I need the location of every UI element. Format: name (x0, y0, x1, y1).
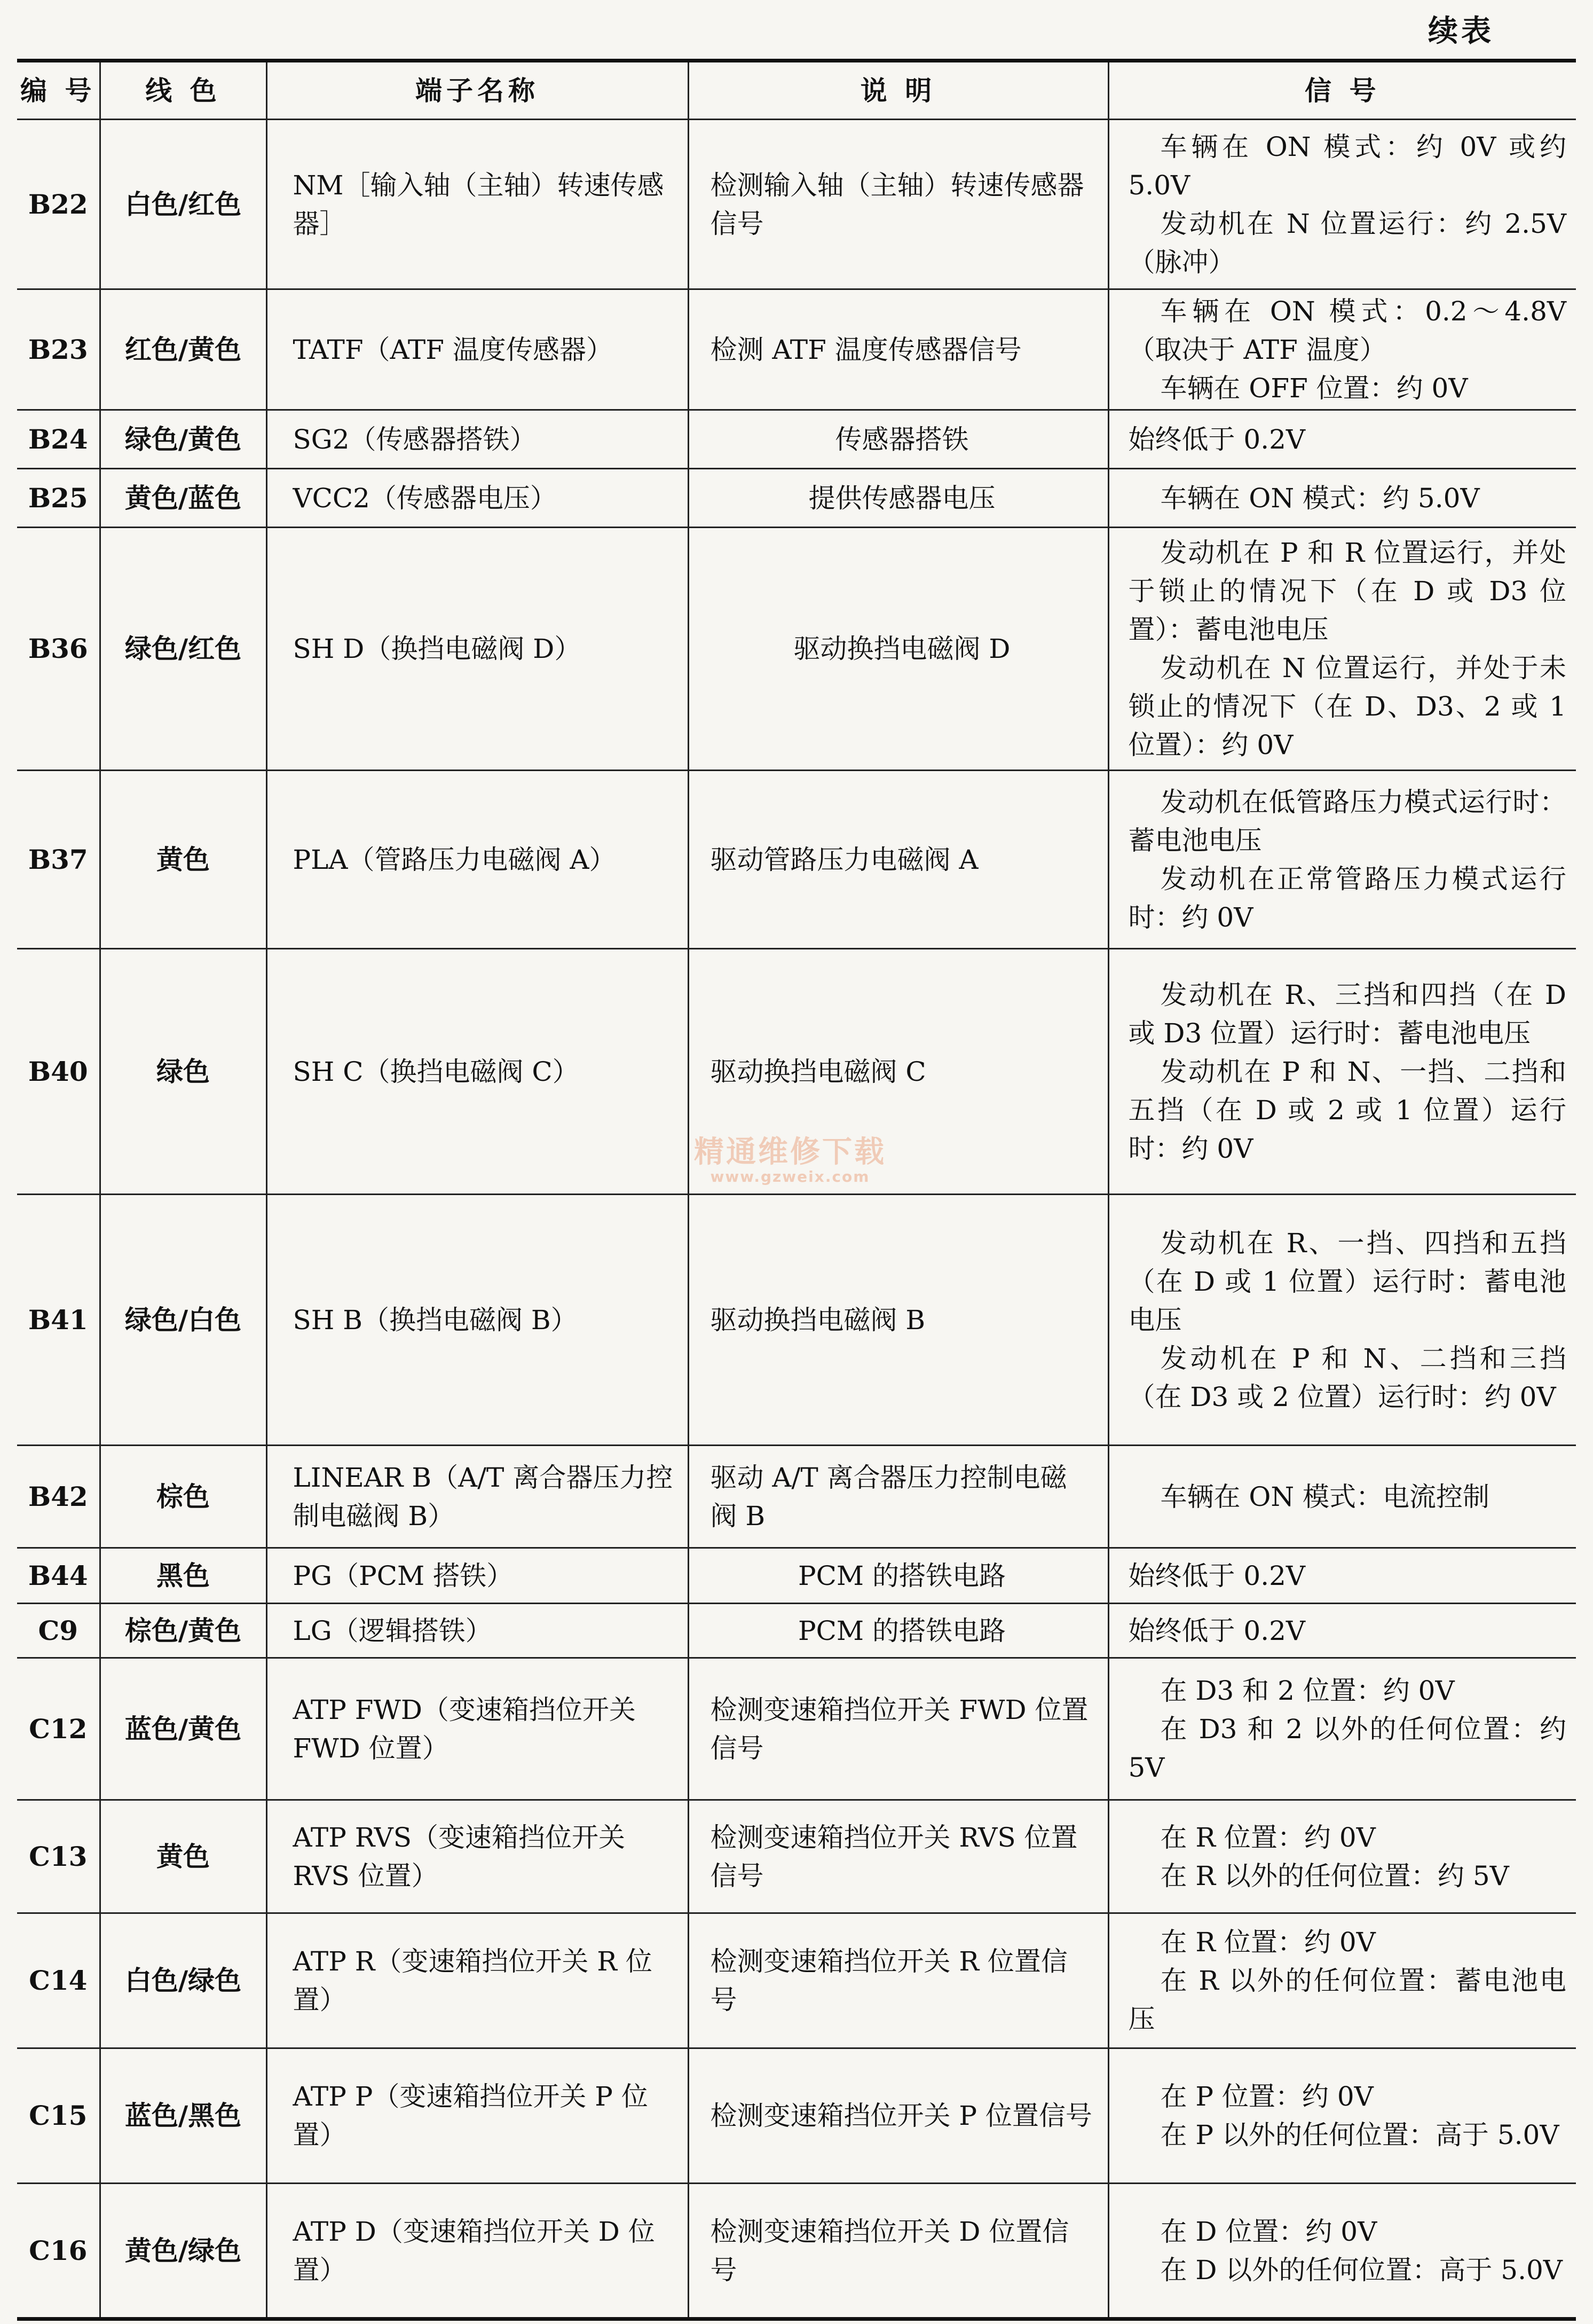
wire-color: 黄色 (100, 1800, 266, 1913)
signal-cell (1108, 1446, 1576, 1548)
signal-line: 车辆在 ON 模式：电流控制 (1160, 1481, 1490, 1512)
terminal-name: ATP RVS（变速箱挡位开关 RVS 位置） (266, 1800, 688, 1913)
table-row (17, 2048, 1576, 2184)
table-row (17, 1658, 1576, 1800)
terminal-name: SH C（换挡电磁阀 C） (266, 949, 688, 1195)
signal-line: 发动机在 N 位置运行，并处于未锁止的情况下（在 D、D3、2 或 1 位置）：约 0V (1128, 653, 1566, 760)
terminal-name: LINEAR B（A/T 离合器压力控制电磁阀 B） (266, 1446, 688, 1548)
terminal-name: ATP FWD（变速箱挡位开关 FWD 位置） (266, 1658, 688, 1800)
terminal-number: C12 (17, 1658, 100, 1800)
terminal-description: 检测变速箱挡位开关 RVS 位置信号 (688, 1800, 1108, 1913)
signal-line: 在 D 位置：约 0V (1160, 2216, 1377, 2247)
signal-line: 发动机在 R、三挡和四挡（在 D 或 D3 位置）运行时：蓄电池电压 (1128, 979, 1566, 1049)
wire-color: 白色/红色 (100, 120, 266, 289)
terminal-number: C16 (17, 2184, 100, 2319)
wire-color: 黄色 (100, 771, 266, 949)
watermark (694, 1137, 886, 1184)
terminal-name: ATP D（变速箱挡位开关 D 位置） (266, 2184, 688, 2319)
continued-label: 续表 (1428, 13, 1494, 49)
terminal-description: 驱动换挡电磁阀 C (688, 949, 1108, 1195)
table-row (17, 289, 1576, 410)
signal-cell (1108, 1658, 1576, 1800)
watermark-text: 精通维修下载 (694, 1135, 886, 1169)
terminal-name: ATP R（变速箱挡位开关 R 位置） (266, 1913, 688, 2048)
signal-line: 始终低于 0.2V (1128, 423, 1306, 455)
terminal-number: B40 (17, 949, 100, 1195)
signal-cell (1108, 1195, 1576, 1446)
table-row (17, 771, 1576, 949)
wire-color: 绿色/白色 (100, 1195, 266, 1446)
wire-color: 蓝色/黄色 (100, 1658, 266, 1800)
header-row (17, 61, 1576, 120)
terminal-number: B25 (17, 469, 100, 528)
signal-line: 发动机在低管路压力模式运行时：蓄电池电压 (1128, 786, 1566, 856)
header-signal: 信 号 (1108, 61, 1576, 120)
signal-cell (1108, 120, 1576, 289)
terminal-description: 驱动换挡电磁阀 B (688, 1195, 1108, 1446)
terminal-description: 提供传感器电压 (688, 469, 1108, 528)
signal-line: 发动机在 P 和 N、一挡、二挡和五挡（在 D 或 2 或 1 位置）运行时：约 0V (1128, 1056, 1566, 1164)
terminal-description: PCM 的搭铁电路 (688, 1548, 1108, 1604)
terminal-description: 检测输入轴（主轴）转速传感器信号 (688, 120, 1108, 289)
signal-cell (1108, 289, 1576, 410)
terminal-number: B41 (17, 1195, 100, 1446)
table-row (17, 528, 1576, 771)
signal-cell (1108, 771, 1576, 949)
terminal-table (17, 59, 1576, 2321)
terminal-description: 驱动换挡电磁阀 D (688, 528, 1108, 771)
header-no: 编 号 (17, 61, 100, 120)
terminal-description: 传感器搭铁 (688, 410, 1108, 469)
signal-line: 车辆在 ON 模式：0.2～4.8V（取决于 ATF 温度） (1128, 295, 1566, 365)
terminal-number: B36 (17, 528, 100, 771)
table-row (17, 120, 1576, 289)
table-row (17, 1446, 1576, 1548)
table-row (17, 1548, 1576, 1604)
signal-cell (1108, 949, 1576, 1195)
terminal-name: SH D（换挡电磁阀 D） (266, 528, 688, 771)
terminal-number: B42 (17, 1446, 100, 1548)
signal-cell (1108, 1548, 1576, 1604)
terminal-description: 驱动 A/T 离合器压力控制电磁阀 B (688, 1446, 1108, 1548)
terminal-description: 检测变速箱挡位开关 R 位置信号 (688, 1913, 1108, 2048)
table-header (17, 61, 1576, 120)
signal-cell (1108, 469, 1576, 528)
terminal-number: B24 (17, 410, 100, 469)
terminal-number: B37 (17, 771, 100, 949)
signal-line: 车辆在 OFF 位置：约 0V (1160, 372, 1468, 404)
table-row (17, 1800, 1576, 1913)
signal-line: 发动机在 R、一挡、四挡和五挡（在 D 或 1 位置）运行时：蓄电池电压 (1128, 1227, 1566, 1336)
signal-line: 车辆在 ON 模式：约 5.0V (1160, 482, 1480, 514)
signal-line: 在 D 以外的任何位置：高于 5.0V (1160, 2254, 1563, 2286)
signal-line: 始终低于 0.2V (1128, 1615, 1306, 1646)
header-name: 端子名称 (266, 61, 688, 120)
watermark-url: www.gzweix.com (710, 1168, 870, 1185)
terminal-number: C15 (17, 2048, 100, 2184)
terminal-name: ATP P（变速箱挡位开关 P 位置） (266, 2048, 688, 2184)
signal-line: 发动机在正常管路压力模式运行时：约 0V (1128, 863, 1566, 933)
signal-line: 在 R 以外的任何位置：约 5V (1160, 1860, 1509, 1891)
signal-line: 在 R 以外的任何位置：蓄电池电压 (1128, 1965, 1566, 2035)
terminal-name: VCC2（传感器电压） (266, 469, 688, 528)
terminal-name: SH B（换挡电磁阀 B） (266, 1195, 688, 1446)
terminal-description: 检测变速箱挡位开关 FWD 位置信号 (688, 1658, 1108, 1800)
signal-line: 发动机在 P 和 N、二挡和三挡（在 D3 或 2 位置）运行时：约 0V (1128, 1342, 1566, 1412)
terminal-number: C13 (17, 1800, 100, 1913)
terminal-name: PLA（管路压力电磁阀 A） (266, 771, 688, 949)
wire-color: 棕色/黄色 (100, 1604, 266, 1658)
terminal-description: 驱动管路压力电磁阀 A (688, 771, 1108, 949)
terminal-name: NM［输入轴（主轴）转速传感器］ (266, 120, 688, 289)
terminal-number: C14 (17, 1913, 100, 2048)
terminal-description: 检测 ATF 温度传感器信号 (688, 289, 1108, 410)
terminal-description: 检测变速箱挡位开关 P 位置信号 (688, 2048, 1108, 2184)
header-color: 线 色 (100, 61, 266, 120)
wire-color: 绿色/黄色 (100, 410, 266, 469)
wire-color: 黑色 (100, 1548, 266, 1604)
signal-line: 在 P 以外的任何位置：高于 5.0V (1160, 2119, 1559, 2150)
table-row (17, 410, 1576, 469)
signal-line: 发动机在 N 位置运行：约 2.5V（脉冲） (1128, 208, 1566, 278)
terminal-number: B44 (17, 1548, 100, 1604)
signal-cell (1108, 2048, 1576, 2184)
signal-line: 在 D3 和 2 位置：约 0V (1160, 1675, 1455, 1706)
table-row (17, 1604, 1576, 1658)
signal-cell (1108, 2184, 1576, 2319)
terminal-name: TATF（ATF 温度传感器） (266, 289, 688, 410)
terminal-number: B22 (17, 120, 100, 289)
signal-cell (1108, 528, 1576, 771)
signal-cell (1108, 1913, 1576, 2048)
wire-color: 棕色 (100, 1446, 266, 1548)
signal-line: 在 R 位置：约 0V (1160, 1821, 1376, 1853)
wire-color: 绿色/红色 (100, 528, 266, 771)
terminal-name: LG（逻辑搭铁） (266, 1604, 688, 1658)
signal-cell (1108, 410, 1576, 469)
wire-color: 绿色 (100, 949, 266, 1195)
header-desc: 说 明 (688, 61, 1108, 120)
signal-line: 在 R 位置：约 0V (1160, 1927, 1376, 1958)
signal-line: 在 P 位置：约 0V (1160, 2081, 1374, 2112)
signal-line: 发动机在 P 和 R 位置运行，并处于锁止的情况下（在 D 或 D3 位置）：蓄电池电压 (1128, 537, 1566, 645)
signal-line: 车辆在 ON 模式：约 0V 或约 5.0V (1128, 131, 1566, 201)
wire-color: 蓝色/黑色 (100, 2048, 266, 2184)
wire-color: 黄色/绿色 (100, 2184, 266, 2319)
table-row (17, 2184, 1576, 2319)
table-row (17, 469, 1576, 528)
signal-line: 始终低于 0.2V (1128, 1560, 1306, 1591)
terminal-number: B23 (17, 289, 100, 410)
terminal-name: PG（PCM 搭铁） (266, 1548, 688, 1604)
signal-cell (1108, 1800, 1576, 1913)
wire-color: 红色/黄色 (100, 289, 266, 410)
signal-cell (1108, 1604, 1576, 1658)
table-body (17, 120, 1576, 2319)
wire-color: 黄色/蓝色 (100, 469, 266, 528)
table-row (17, 1195, 1576, 1446)
terminal-name: SG2（传感器搭铁） (266, 410, 688, 469)
terminal-description: 检测变速箱挡位开关 D 位置信号 (688, 2184, 1108, 2319)
signal-line: 在 D3 和 2 以外的任何位置：约 5V (1128, 1713, 1566, 1783)
terminal-number: C9 (17, 1604, 100, 1658)
terminal-description: PCM 的搭铁电路 (688, 1604, 1108, 1658)
wire-color: 白色/绿色 (100, 1913, 266, 2048)
table-row (17, 1913, 1576, 2048)
